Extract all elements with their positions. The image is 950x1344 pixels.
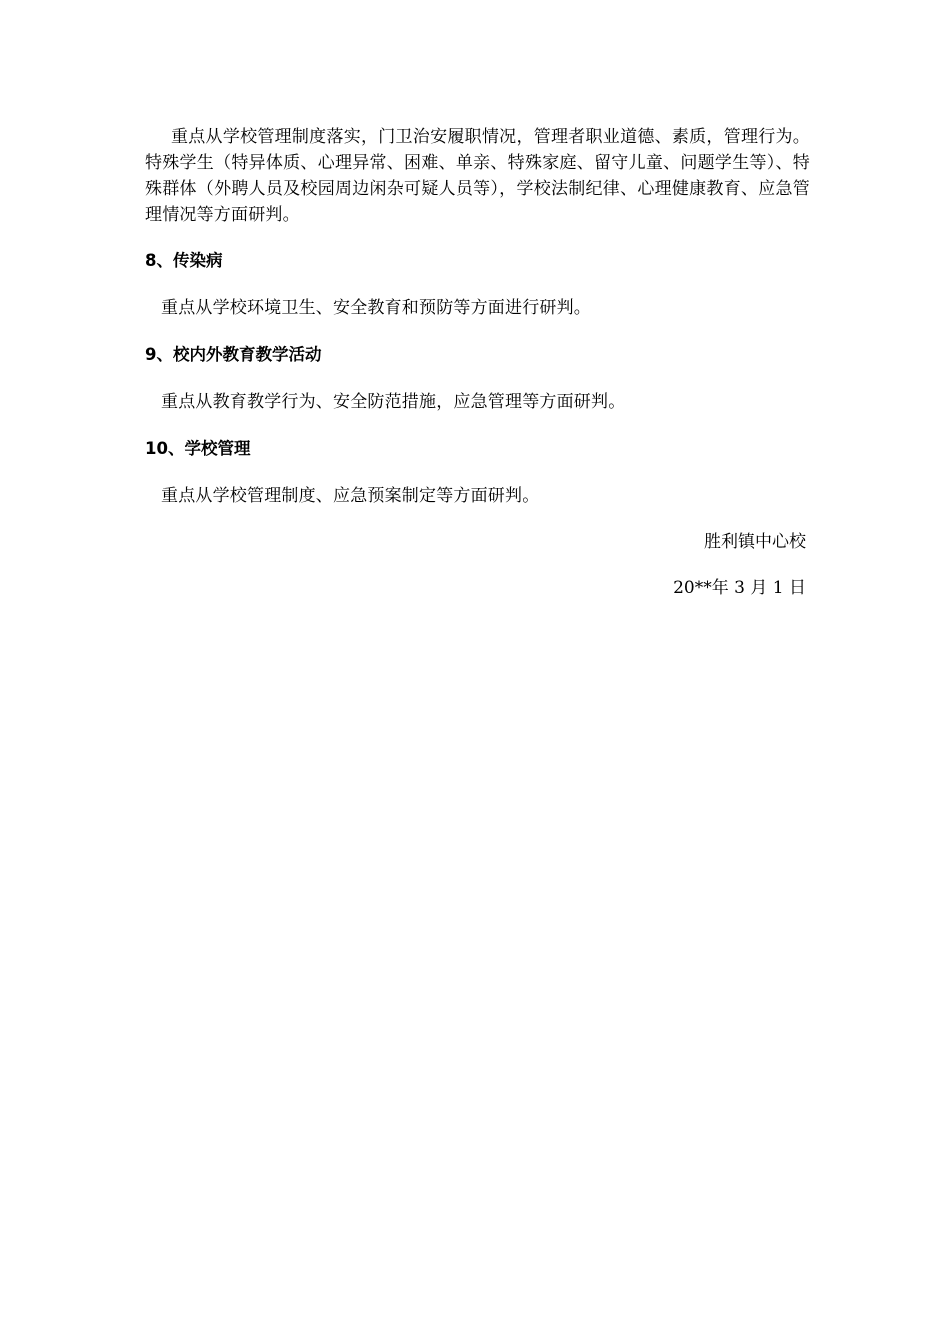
signature: 胜利镇中心校	[704, 532, 806, 552]
document-body	[145, 124, 810, 601]
section-body-school-management: 重点从学校管理制度、应急预案制定等方面研判。	[161, 486, 540, 506]
section-heading-communicable-disease: 8、传染病	[145, 251, 223, 270]
intro-paragraph: 重点从学校管理制度落实，门卫治安履职情况，管理者职业道德、素质，管理行为。特殊学生（特异体质、心理异常、困难、单亲、特殊家庭、留守儿童、问题学生等）、特殊群体（外聘人员及校园周边闲杂可疑人员等），学校法制纪律、心理健康教育、应急管理情况等方面研判。	[145, 127, 810, 225]
section-body-teaching-activities: 重点从教育教学行为、安全防范措施，应急管理等方面研判。	[161, 392, 626, 412]
section-heading-school-management: 10、学校管理	[145, 439, 251, 458]
section-body-communicable-disease: 重点从学校环境卫生、安全教育和预防等方面进行研判。	[161, 298, 591, 318]
date: 20**年 3 月 1 日	[673, 578, 806, 598]
section-heading-teaching-activities: 9、校内外教育教学活动	[145, 345, 322, 364]
